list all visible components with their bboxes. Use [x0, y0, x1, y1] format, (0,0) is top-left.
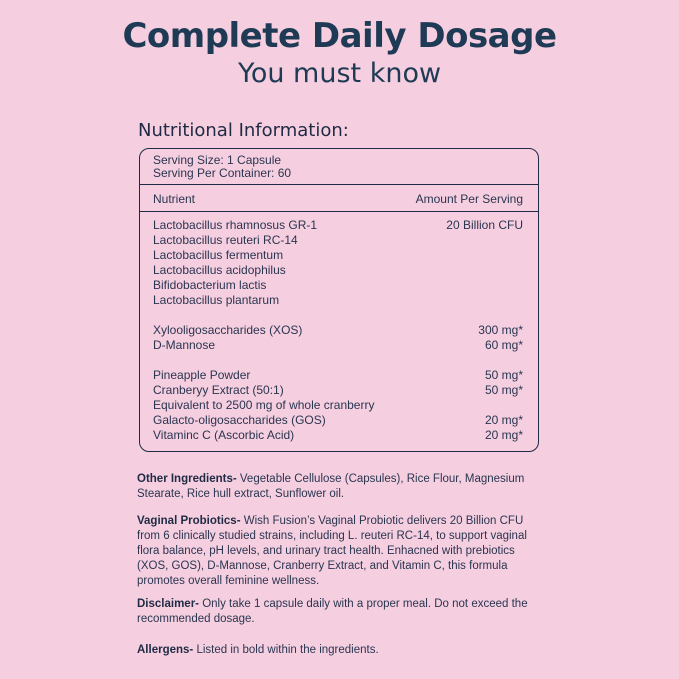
allergens-text: Listed in bold within the ingredients. — [193, 644, 379, 656]
nutrient-row — [153, 248, 523, 263]
nutrient-amount: 20 mg* — [484, 413, 523, 427]
other-ingredients-label: Other Ingredients- — [137, 473, 237, 485]
vaginal-probiotics — [137, 514, 537, 589]
other-ingredients — [137, 472, 537, 502]
other-ingredients-text: Vegetable Cellulose (Capsules), Rice Flour, Magnesium Stearate, Rice hull extract, Sunflower oil. — [137, 473, 525, 500]
nutrient-name: Xylooligosaccharides (XOS) — [153, 323, 303, 337]
serving-size: Serving Size: 1 Capsule — [153, 153, 282, 167]
nutrient-row — [153, 383, 523, 398]
nutrient-row — [153, 338, 523, 353]
nutrient-name: Vitaminc C (Ascorbic Acid) — [153, 428, 295, 442]
nutrient-row — [153, 428, 523, 443]
nutrient-name: Pineapple Powder — [153, 368, 251, 382]
disclaimer — [137, 597, 537, 627]
group-spacer — [153, 308, 523, 323]
nutrient-amount: 60 mg* — [484, 338, 523, 352]
nutrient-name: Equivalent to 2500 mg of whole cranberry — [153, 398, 375, 412]
column-header-amount: Amount Per Serving — [415, 192, 523, 206]
nutrient-amount: 50 mg* — [484, 368, 523, 382]
nutrient-name: Lactobacillus acidophilus — [153, 263, 286, 277]
vaginal-probiotics-text: Wish Fusion’s Vaginal Probiotic delivers 20 Billion CFU from 6 clinically studied strains, including L. reuteri RC-14, to support vaginal flora balance, pH levels, and urinary tract health. Enhacned with prebiotics (XOS, GOS), D-Mannose, Cranberry Extract, and Vitamin C, this formula promotes overall feminine wellness. — [137, 515, 527, 587]
disclaimer-label: Disclaimer- — [137, 598, 200, 610]
nutrient-name: D-Mannose — [153, 338, 216, 352]
nutrient-list — [153, 218, 523, 443]
allergens-label: Allergens- — [137, 644, 194, 656]
nutrient-name: Lactobacillus rhamnosus GR-1 — [153, 218, 318, 232]
serving-info — [153, 154, 291, 180]
nutrition-heading: Nutritional Information: — [138, 120, 349, 141]
serving-per-container: Serving Per Container: 60 — [153, 166, 292, 180]
nutrient-name: Lactobacillus fermentum — [153, 248, 284, 262]
nutrient-row — [153, 368, 523, 383]
group-spacer — [153, 353, 523, 368]
nutrient-row — [153, 218, 523, 233]
nutrient-amount: 300 mg* — [478, 323, 523, 337]
nutrient-row — [153, 263, 523, 278]
nutrient-name: Lactobacillus plantarum — [153, 293, 280, 307]
divider — [140, 211, 538, 212]
page-title: Complete Daily Dosage — [122, 16, 557, 56]
allergens — [137, 643, 537, 658]
divider — [140, 184, 538, 185]
page-subtitle: You must know — [237, 58, 442, 89]
disclaimer-text: Only take 1 capsule daily with a proper meal. Do not exceed the recommended dosage. — [137, 598, 528, 625]
nutrient-name: Galacto-oligosaccharides (GOS) — [153, 413, 326, 427]
nutrient-row — [153, 293, 523, 308]
nutrient-amount: 20 Billion CFU — [446, 218, 523, 232]
nutrient-amount: 20 mg* — [484, 428, 523, 442]
nutrient-row — [153, 398, 523, 413]
nutrient-row — [153, 323, 523, 338]
nutrient-name: Bifidobacterium lactis — [153, 278, 267, 292]
nutrition-panel — [139, 148, 539, 452]
nutrient-row — [153, 233, 523, 248]
column-header-nutrient: Nutrient — [153, 192, 196, 206]
nutrient-name: Cranberyy Extract (50:1) — [153, 383, 284, 397]
nutrient-name: Lactobacillus reuteri RC-14 — [153, 233, 298, 247]
nutrient-row — [153, 413, 523, 428]
nutrient-row — [153, 278, 523, 293]
nutrient-amount: 50 mg* — [484, 383, 523, 397]
vaginal-probiotics-label: Vaginal Probiotics- — [137, 515, 241, 527]
